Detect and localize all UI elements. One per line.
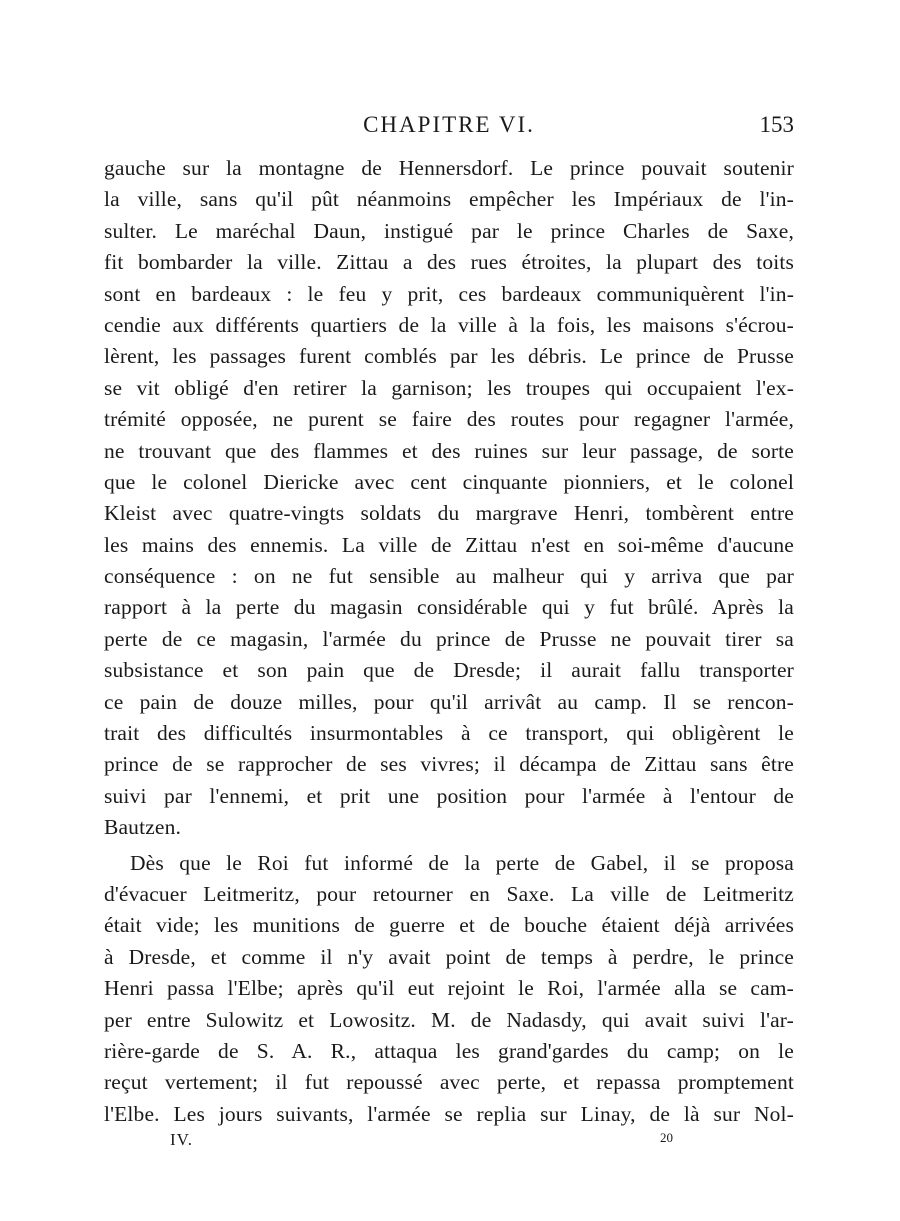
text-line: trémité opposée, ne purent se faire des routes pour regagner l'armée, — [104, 407, 794, 432]
text-line: per entre Sulowitz et Lowositz. M. de Nadasdy, qui avait suivi l'ar- — [104, 1007, 794, 1032]
text-line: trait des difficultés insurmontables à ce transport, qui obligèrent le — [104, 721, 794, 746]
running-header — [104, 112, 794, 146]
text-line: cendie aux différents quartiers de la ville à la fois, les maisons s'écrou- — [104, 312, 794, 337]
text-line: gauche sur la montagne de Hennersdorf. Le prince pouvait soutenir — [104, 156, 794, 180]
text-line: ce pain de douze milles, pour qu'il arrivât au camp. Il se rencon- — [104, 689, 794, 714]
paragraph — [104, 153, 794, 844]
text-line: sulter. Le maréchal Daun, instigué par le prince Charles de Saxe, — [104, 218, 794, 243]
paragraph — [104, 848, 794, 1131]
text-line: d'évacuer Leitmeritz, pour retourner en Saxe. La ville de Leitmeritz — [104, 881, 794, 906]
page-footer — [104, 1130, 794, 1154]
text-line: la ville, sans qu'il pût néanmoins empêcher les Impériaux de l'in- — [104, 187, 794, 212]
text-line: suivi par l'ennemi, et prit une position pour l'armée à l'entour de — [104, 783, 794, 808]
text-line: Dès que le Roi fut informé de la perte de Gabel, il se proposa — [130, 850, 794, 875]
text-line: l'Elbe. Les jours suivants, l'armée se replia sur Linay, de là sur Nol- — [104, 1101, 794, 1126]
body-text — [104, 153, 794, 1130]
text-line: subsistance et son pain que de Dresde; il aurait fallu transporter — [104, 658, 794, 683]
text-line: prince de se rapprocher de ses vivres; il décampa de Zittau sans être — [104, 752, 794, 777]
sheet-number: 20 — [660, 1130, 673, 1145]
text-line: conséquence : on ne fut sensible au malheur qui y arriva que par — [104, 564, 794, 589]
text-line: Bautzen. — [104, 815, 182, 840]
text-line: perte de ce magasin, l'armée du prince de Prusse ne pouvait tirer sa — [104, 626, 794, 651]
text-line: Henri passa l'Elbe; après qu'il eut rejoint le Roi, l'armée alla se cam- — [104, 976, 794, 1001]
text-line: lèrent, les passages furent comblés par les débris. Le prince de Prusse — [104, 344, 794, 369]
text-line: Kleist avec quatre-vingts soldats du margrave Henri, tombèrent entre — [104, 501, 794, 526]
text-line: fit bombarder la ville. Zittau a des rues étroites, la plupart des toits — [104, 250, 794, 275]
text-line: les mains des ennemis. La ville de Zittau n'est en soi-même d'aucune — [104, 532, 794, 557]
text-line: ne trouvant que des flammes et des ruines sur leur passage, de sorte — [104, 438, 794, 463]
text-line: rière-garde de S. A. R., attaqua les grand'gardes du camp; on le — [104, 1038, 794, 1063]
page-number: 153 — [759, 112, 794, 137]
text-line: reçut vertement; il fut repoussé avec perte, et repassa promptement — [104, 1070, 794, 1095]
text-line: que le colonel Diericke avec cent cinquante pionniers, et le colonel — [104, 469, 794, 494]
text-line: à Dresde, et comme il n'y avait point de temps à perdre, le prince — [104, 944, 794, 969]
text-line: rapport à la perte du magasin considérable qui y fut brûlé. Après la — [104, 595, 794, 620]
volume-signature: IV. — [170, 1130, 193, 1149]
text-line: était vide; les munitions de guerre et de bouche étaient déjà arrivées — [104, 913, 794, 938]
text-line: se vit obligé d'en retirer la garnison; les troupes qui occupaient l'ex- — [104, 375, 794, 400]
chapter-title: CHAPITRE VI. — [363, 112, 535, 137]
text-line: sont en bardeaux : le feu y prit, ces bardeaux communiquèrent l'in- — [104, 281, 794, 306]
